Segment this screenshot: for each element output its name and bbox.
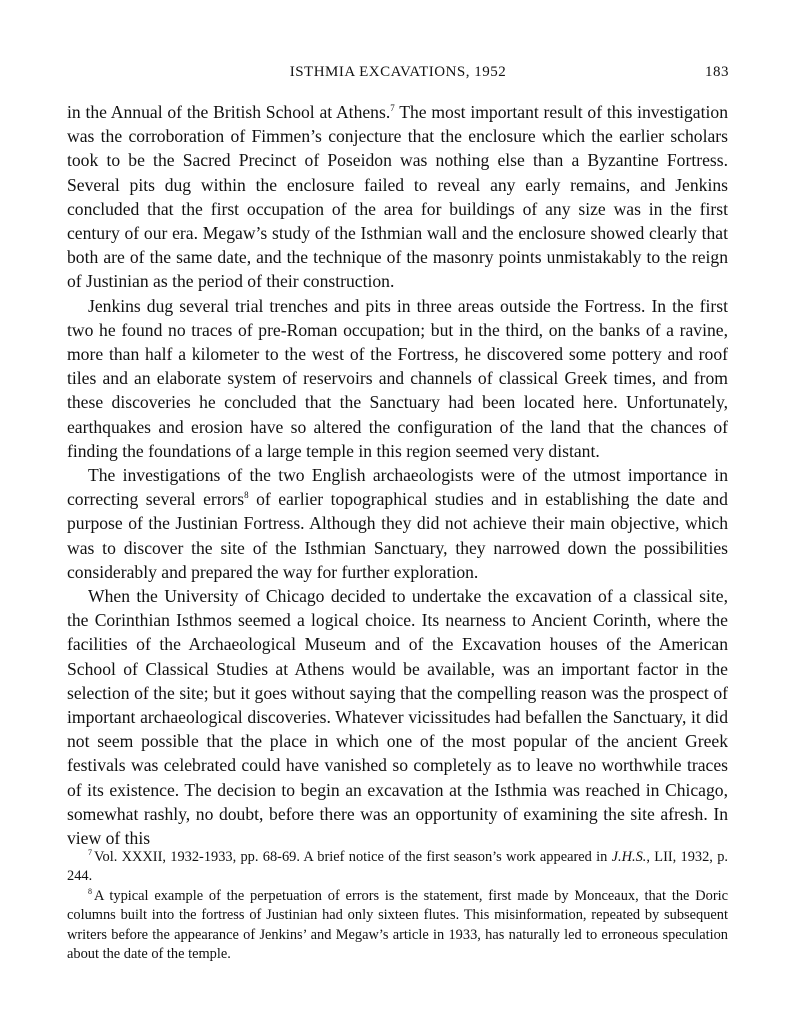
body-text (67, 100, 728, 850)
footnote-7 (67, 848, 728, 887)
paragraph-2: Jenkins dug several trial trenches and pits in three areas outside the Fortress. In the first two he found no traces of pre-Roman occupation; but in the third, on the banks of a ravine, more than half a kilometer to the west of the Fortress, he discovered some pottery and roof tiles and an elaborate system of reservoirs and channels of classical Greek times, and from these discoveries he concluded that the Sanctuary had been located here. Unfortunately, earthquakes and erosion have so altered the configuration of the land that the chances of finding the foundations of a large temple in this region seemed very distant. (67, 295, 728, 461)
paragraph-1-text-a: in the Annual of the British School at Athens. (67, 102, 391, 122)
footnote-8 (67, 887, 728, 965)
paragraph-4: When the University of Chicago decided to undertake the excavation of a classical site, the Corinthian Isthmos seemed a logical choice. Its nearness to Ancient Corinth, where the facilities of the Archaeological Museum and of the Excavation houses of the American School of Classical Studies at Athens would be available, was an important factor in the selection of the site; but it goes without saying that the compelling reason was the prospect of important archaeological discoveries. Whatever vicissitudes had befallen the Sanctuary, it did not seem possible that the place in which one of the most popular of the ancient Greek festivals was celebrated could have vanished so completely as to leave no worthwhile traces of its existence. The decision to begin an excavation at the Isthmia was reached in Chicago, somewhat rashly, no doubt, before there was an opportunity of examining the site afresh. In view of this (67, 586, 728, 849)
footnote-8-text: A typical example of the perpetuation of errors is the statement, first made by Monceaux, that the Doric columns built into the fortress of Justinian had only sixteen flutes. This misinformation, repeated by subsequent writers before the appearance of Jenkins’ and Megaw’s article in 1933, has naturally led to erroneous speculation about the date of the temple. (67, 887, 728, 963)
paragraph-1-text-b: The most important result of this investigation was the corroboration of Fimmen’s conjecture that the enclosure which the earlier scholars took to be the Sacred Precinct of Poseidon was nothing else than a Byzantine Fortress. Several pits dug within the enclosure failed to reveal any early remains, and Jenkins concluded that the first occupation of the area for buildings of any size was in the first century of our era. Megaw’s study of the Isthmian wall and the enclosure showed clearly that both are of the same date, and the technique of the masonry points unmistakably to the reign of Justinian as the period of their construction. (67, 102, 728, 292)
paragraph-3-text-a: The investigations of the two English archaeologists were of the utmost importance in correcting several errors (67, 465, 728, 510)
footnote-7-journal: J.H.S. (611, 849, 647, 865)
page-number: 183 (705, 64, 729, 80)
paragraph-3 (67, 463, 728, 584)
footnote-7-text-a: Vol. XXXII, 1932-1933, pp. 68-69. A brief notice of the first season’s work appeared in (94, 849, 612, 865)
footnote-7-text-b: , LII, 1932, p. 244. (67, 849, 728, 885)
running-header (67, 64, 729, 86)
footnote-7-number: 7 (88, 848, 92, 858)
paragraph-1 (67, 100, 728, 294)
footnote-8-number: 8 (88, 887, 92, 897)
running-title: ISTHMIA EXCAVATIONS, 1952 (289, 64, 507, 80)
paragraph-3-text-b: of earlier topographical studies and in establishing the date and purpose of the Justinian Fortress. Although they did not achieve their main objective, which was to discover the site of the Isthmian Sanctuary, they narrowed down the possibilities considerably and prepared the way for further exploration. (67, 489, 728, 582)
footnote-ref-7: 7 (390, 103, 395, 114)
footnote-ref-8: 8 (244, 490, 249, 501)
footnotes (67, 848, 728, 964)
